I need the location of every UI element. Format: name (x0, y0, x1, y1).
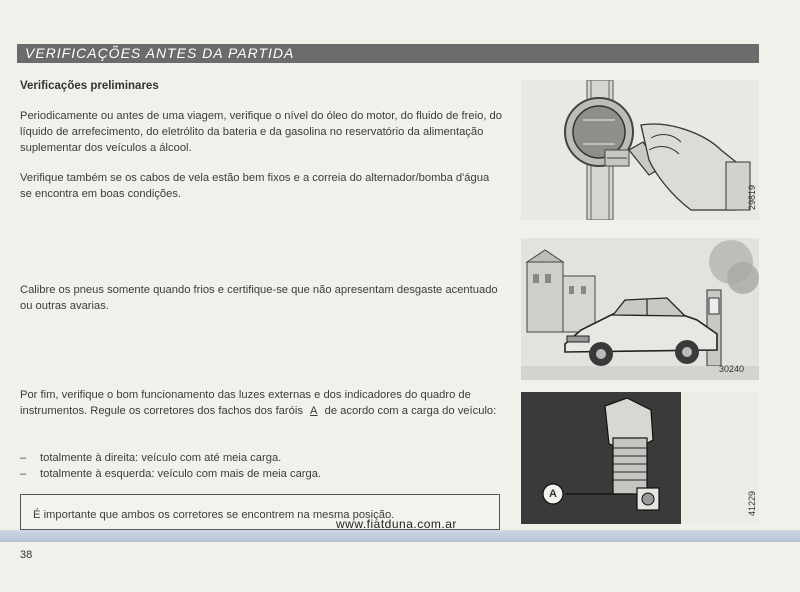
page-number: 38 (20, 549, 33, 561)
list-item (20, 450, 281, 466)
section-title: VERIFICAÇÕES ANTES DA PARTIDA (25, 45, 295, 61)
car-illustration (521, 238, 759, 380)
figure-car (521, 238, 759, 380)
paragraph-lights-tail: de acordo com a carga do veículo: (324, 405, 497, 417)
footer-band (0, 530, 800, 542)
subsection-title: Verificações preliminares (20, 80, 159, 92)
figure-code: 29819 (747, 184, 757, 210)
paragraph-fluids: Periodicamente ou antes de uma viagem, verifique o nível do óleo do motor, do fluido de freio, do líquido de arrefecimento, do eletrólito da bateria e da gasolina no reservatório da alimentação suplementar dos veículos a álcool. (20, 110, 502, 154)
list-item-text: totalmente à esquerda: veículo com mais de meia carga. (40, 468, 322, 480)
oil-gauge-illustration (521, 80, 759, 220)
paragraph-cables: Verifique também se os cabos de vela estão bem fixos e a correia do alternador/bomba d'água se encontra em boas condições. (20, 172, 490, 200)
list-item-text: totalmente à direita: veículo com até meia carga. (40, 452, 282, 464)
figure-headlight-corrector (521, 392, 759, 524)
list-item (20, 466, 321, 482)
figure-code: 30240 (719, 364, 745, 374)
list-dash: – (20, 452, 27, 464)
section-header-bar (17, 44, 759, 63)
paragraph-tires: Calibre os pneus somente quando frios e certifique-se que não apresentam desgaste acentuado ou outras avarias. (20, 284, 498, 312)
note-text: É importante que ambos os corretores se encontrem na mesma posição. (33, 509, 395, 521)
paragraph-lights-text: Por fim, verifique o bom funcionamento das luzes externas e dos indicadores do quadro de instrumentos. Regule os corretores dos fachos dos faróis (20, 389, 471, 417)
list-dash: – (20, 468, 27, 480)
figure-oil-gauge (521, 80, 759, 220)
paragraph-lights (20, 387, 504, 419)
corrector-callout-label: A (549, 488, 557, 500)
footer-url[interactable]: www.fiatduna.com.ar (336, 517, 457, 531)
figure-code: 41229 (747, 490, 757, 516)
headlight-corrector-illustration (521, 392, 759, 524)
corrector-ref-label: A (310, 405, 318, 417)
